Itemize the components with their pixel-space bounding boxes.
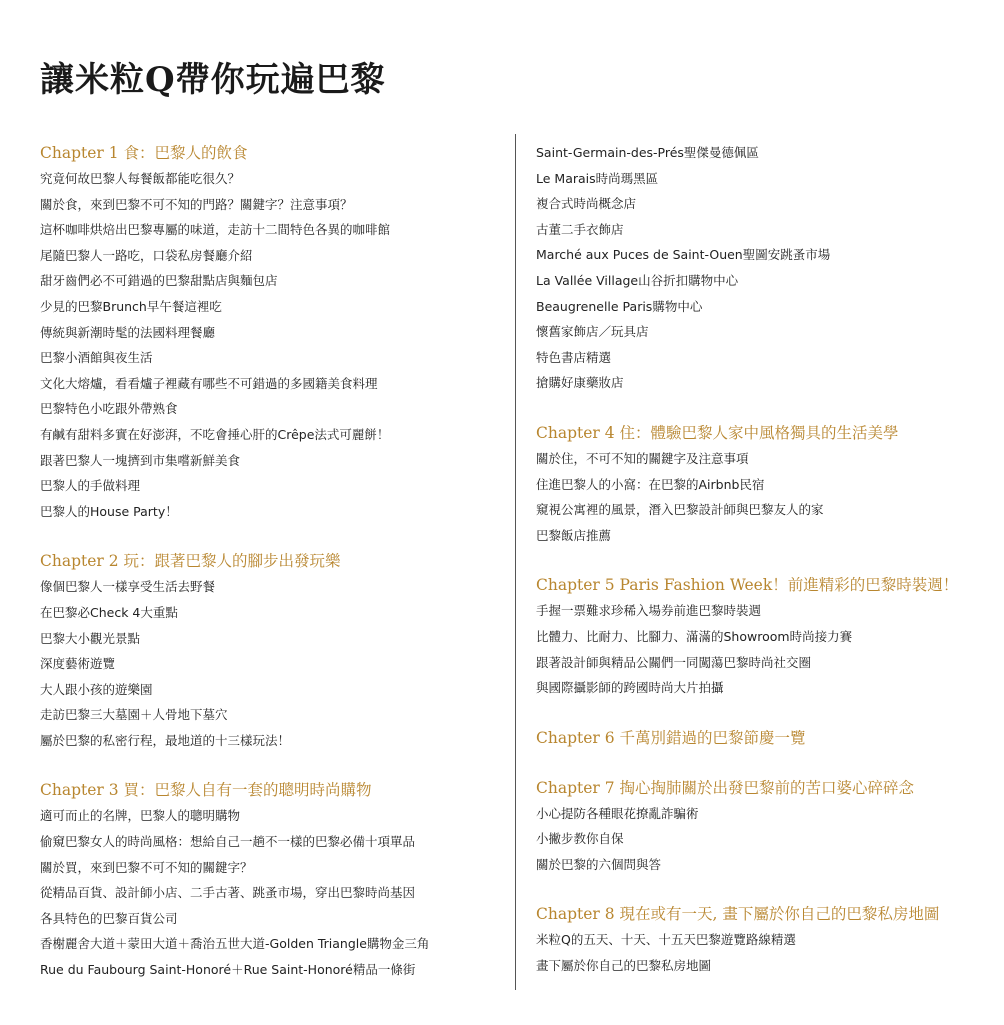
chapter-item: 比體力、比耐力、比腳力、滿滿的Showroom時尚接力賽 [536,628,853,644]
chapter-item: 走訪巴黎三大墓園＋人骨地下墓穴 [40,707,228,723]
chapter-item: 關於食，來到巴黎不可不知的門路？關鍵字？注意事項？ [40,196,353,212]
chapter-title: Chapter 8 現在或有一天, 畫下屬於你自己的巴黎私房地圖 [536,905,940,924]
chapter-item: 巴黎人的手做料理 [40,478,141,494]
chapter-item: 適可而止的名牌，巴黎人的聰明購物 [40,808,241,824]
chapter-item: 巴黎大小觀光景點 [40,630,141,646]
page-title: 讓米粒Q帶你玩遍巴黎 [40,60,386,100]
chapter-item: 關於巴黎的六個問與答 [536,856,662,872]
chapter-2 [40,548,500,753]
chapter-item: 巴黎人的House Party！ [40,503,178,519]
chapter-title: Chapter 2 玩：跟著巴黎人的腳步出發玩樂 [40,552,341,571]
chapter-item: 搶購好康藥妝店 [536,375,624,391]
chapter-title: Chapter 6 千萬別錯過的巴黎節慶一覽 [536,728,806,747]
chapter-title: Chapter 3 買：巴黎人自有一套的聰明時尚購物 [40,781,372,800]
chapter-7 [536,775,996,878]
chapter-item: Marché aux Puces de Saint-Ouen聖圖安跳蚤市場 [536,247,831,263]
chapter-item: 小心提防各種眼花撩亂詐騙術 [536,805,699,821]
chapter-5 [536,572,996,700]
chapter-item: 各具特色的巴黎百貨公司 [40,910,178,926]
chapter-items [40,166,500,524]
chapter-1 [40,140,500,524]
chapter-item: 大人跟小孩的遊樂園 [40,681,153,697]
chapter-item: 深度藝術遊覽 [40,656,116,672]
chapter-item: 關於買，來到巴黎不可不知的關鍵字？ [40,859,253,875]
chapter-item: 像個巴黎人一樣享受生活去野餐 [40,579,216,595]
chapter-item: 巴黎飯店推薦 [536,527,612,543]
chapter-item: 米粒Q的五天、十天、十五天巴黎遊覽路線精選 [536,932,796,948]
chapter-item: 傳統與新潮時髦的法國料理餐廳 [40,324,216,340]
chapter-items [536,801,996,878]
chapter-item: 跟著設計師與精品公關們一同闖蕩巴黎時尚社交圈 [536,654,812,670]
chapter-item: 屬於巴黎的私密行程，最地道的十三樣玩法！ [40,732,291,748]
chapter-item: La Vallée Village山谷折扣購物中心 [536,272,739,288]
chapter-item: Beaugrenelle Paris購物中心 [536,298,703,314]
chapter-item: 手握一票難求珍稀入場券前進巴黎時裝週 [536,603,762,619]
chapter-title: Chapter 4 住：體驗巴黎人家中風格獨具的生活美學 [536,423,899,442]
chapter-3 [40,777,500,982]
chapter-title: Chapter 1 食：巴黎人的飲食 [40,144,248,162]
chapter-items [40,574,500,753]
chapter-item: 有鹹有甜料多實在好澎湃，不吃會捶心肝的Crêpe法式可麗餅！ [40,426,390,442]
chapter-item: 複合式時尚概念店 [536,196,637,212]
chapter-title: Chapter 5 Paris Fashion Week！前進精彩的巴黎時裝週！ [536,576,959,595]
chapter-item: 巴黎特色小吃跟外帶熟食 [40,401,178,417]
chapter-items [40,803,500,982]
chapter-item: 這杯咖啡烘焙出巴黎專屬的味道，走訪十二間特色各異的咖啡館 [40,222,391,238]
chapter-item: 偷窺巴黎女人的時尚風格：想給自己一趟不一樣的巴黎必備十項單品 [40,834,416,850]
chapter-item: 少見的巴黎Brunch早午餐這裡吃 [40,298,222,314]
chapter-item: 關於住，不可不知的關鍵字及注意事項 [536,450,749,466]
chapter-item: 小撇步教你自保 [536,831,624,847]
chapter-item: 從精品百貨、設計師小店、二手古著、跳蚤市場，穿出巴黎時尚基因 [40,885,416,901]
chapter-title: Chapter 7 掏心掏肺關於出發巴黎前的苦口婆心碎碎念 [536,778,915,797]
chapter-item: 窺視公寓裡的風景，潛入巴黎設計師與巴黎友人的家 [536,502,824,518]
chapter-item: 特色書店精選 [536,349,612,365]
chapter-item: 巴黎小酒館與夜生活 [40,350,153,366]
chapter-item: 究竟何故巴黎人每餐飯都能吃很久？ [40,171,241,186]
chapter-item: 在巴黎必Check 4大重點 [40,604,178,620]
chapter-item: 與國際攝影師的跨國時尚大片拍攝 [536,680,724,696]
chapter-item: 文化大熔爐，看看爐子裡藏有哪些不可錯過的多國籍美食料理 [40,375,378,391]
chapter-item: Saint-Germain-des-Prés聖傑曼德佩區 [536,145,759,160]
chapter-item: Rue du Faubourg Saint-Honoré＋Rue Saint-Honoré精品一條街 [40,962,416,978]
chapter-items [536,598,996,700]
chapter-4 [536,420,996,548]
chapter-items [536,446,996,548]
chapter-item: 香榭麗舍大道＋蒙田大道＋喬治五世大道-Golden Triangle購物金三角 [40,936,430,952]
chapter-item: 畫下屬於你自己的巴黎私房地圖 [536,958,712,974]
chapter-item: 跟著巴黎人一塊擠到市集嚐新鮮美食 [40,452,241,468]
column-divider [515,134,516,990]
chapter-items [536,140,996,396]
chapter-item: Le Marais時尚瑪黑區 [536,170,659,186]
toc-left-column [40,140,500,983]
chapter-item: 古董二手衣飾店 [536,221,624,237]
chapter-item: 住進巴黎人的小窩：在巴黎的Airbnb民宿 [536,476,765,492]
chapter-item: 甜牙齒們必不可錯過的巴黎甜點店與麵包店 [40,273,278,289]
chapter-item: 懷舊家飾店／玩具店 [536,324,649,340]
chapter-8 [536,901,996,978]
chapter-3-continued [536,140,996,396]
toc-right-column [536,140,996,979]
chapter-6 [536,725,996,751]
chapter-item: 尾隨巴黎人一路吃，口袋私房餐廳介紹 [40,247,253,263]
chapter-items [536,927,996,978]
